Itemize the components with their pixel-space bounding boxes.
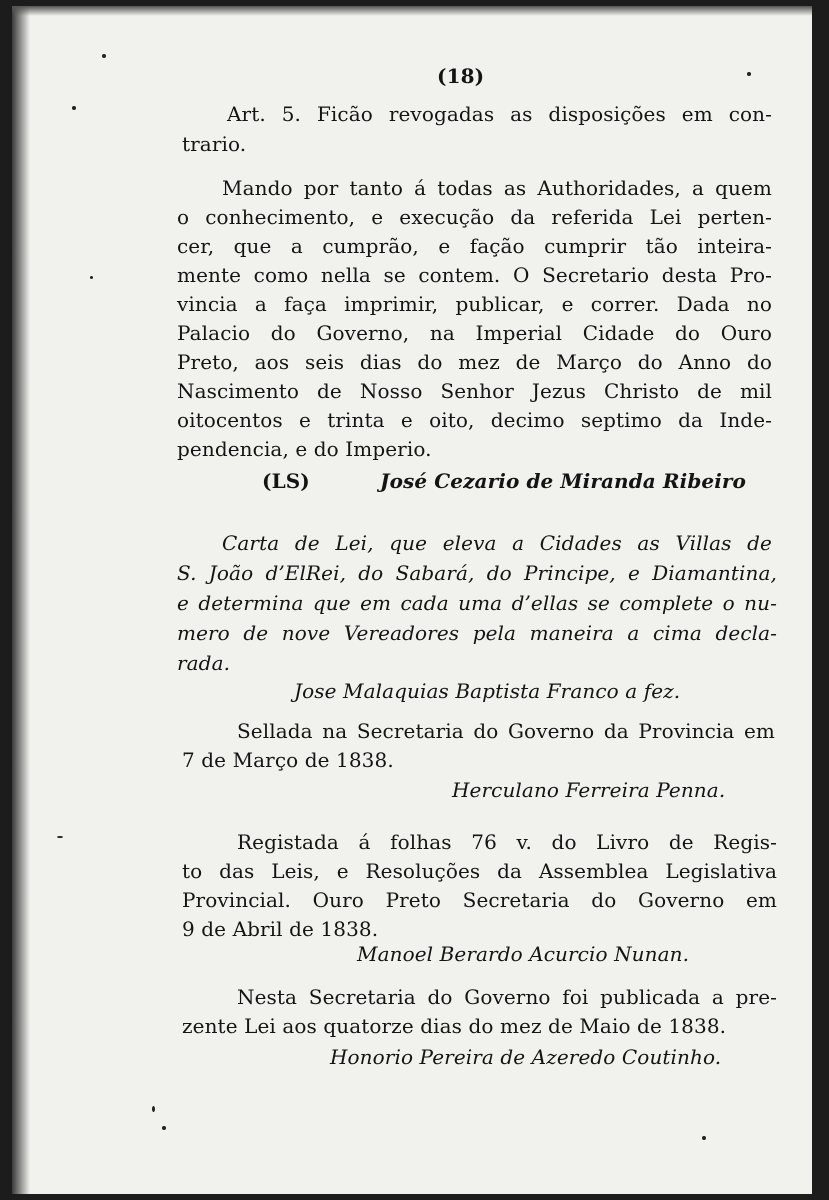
seal-mark: (LS) (262, 469, 310, 493)
scan-speck (72, 106, 76, 110)
scan-speck (162, 1126, 166, 1130)
publicada-signatory: Honorio Pereira de Azeredo Coutinho. (330, 1045, 722, 1069)
scan-speck (702, 1136, 706, 1140)
article-line-2: trario. (182, 132, 247, 156)
sellada-signatory: Herculano Ferreira Penna. (452, 778, 726, 802)
scan-speck (152, 1106, 155, 1112)
decree-line-2: o conhecimento, e execução da referida Lei perten- (177, 205, 772, 229)
registada-line-4: 9 de Abril de 1838. (182, 917, 379, 941)
scan-speck (102, 54, 106, 58)
registada-line-1: Registada á folhas 76 v. do Livro de Regis- (237, 830, 777, 854)
seal-signatory: José Cezario de Miranda Ribeiro (380, 469, 747, 493)
decree-line-5: vincia a faça imprimir, publicar, e correr. Dada no (177, 292, 772, 316)
scan-speck (747, 72, 751, 76)
registada-line-3: Provincial. Ouro Preto Secretaria do Governo em (182, 888, 777, 912)
decree-line-3: cer, que a cumprão, e fação cumprir tão inteira- (177, 234, 772, 258)
decree-line-8: Nascimento de Nosso Senhor Jezus Christo de mil (177, 379, 772, 403)
scan-top-shadow (12, 6, 812, 16)
decree-line-7: Preto, aos seis dias do mez de Março do Anno do (177, 350, 772, 374)
carta-line-2: S. João d’ElRei, do Sabará, do Principe, e Diamantina, (177, 561, 777, 585)
carta-line-1: Carta de Lei, que eleva a Cidades as Villas de (222, 531, 772, 555)
sellada-line-2: 7 de Março de 1838. (182, 748, 394, 772)
decree-line-4: mente como nella se contem. O Secretario desta Pro- (177, 263, 772, 287)
decree-line-1: Mando por tanto á todas as Authoridades, a quem (222, 176, 772, 200)
scan-speck (90, 276, 93, 279)
decree-line-10: pendencia, e do Imperio. (177, 437, 432, 461)
publicada-line-2: zente Lei aos quatorze dias do mez de Maio de 1838. (182, 1014, 727, 1038)
article-line-1: Art. 5. Ficão revogadas as disposições em con- (227, 102, 772, 126)
scan-speck (57, 836, 63, 838)
carta-line-3: e determina que em cada uma d’ellas se complete o nu- (177, 591, 777, 615)
registada-line-2: to das Leis, e Resoluções da Assemblea Legislativa (182, 859, 777, 883)
registada-signatory: Manoel Berardo Acurcio Nunan. (357, 942, 690, 966)
scan-edge-shadow (12, 6, 30, 1194)
decree-line-9: oitocentos e trinta e oito, decimo septimo da Inde- (177, 408, 772, 432)
carta-author: Jose Malaquias Baptista Franco a fez. (294, 679, 681, 703)
carta-line-5: rada. (177, 651, 231, 675)
sellada-line-1: Sellada na Secretaria do Governo da Provincia em (237, 719, 775, 743)
document-page (12, 6, 812, 1194)
carta-line-4: mero de nove Vereadores pela maneira a cima decla- (177, 621, 777, 645)
publicada-line-1: Nesta Secretaria do Governo foi publicada a pre- (237, 985, 777, 1009)
page-number: (18) (437, 64, 485, 88)
decree-line-6: Palacio do Governo, na Imperial Cidade do Ouro (177, 321, 772, 345)
